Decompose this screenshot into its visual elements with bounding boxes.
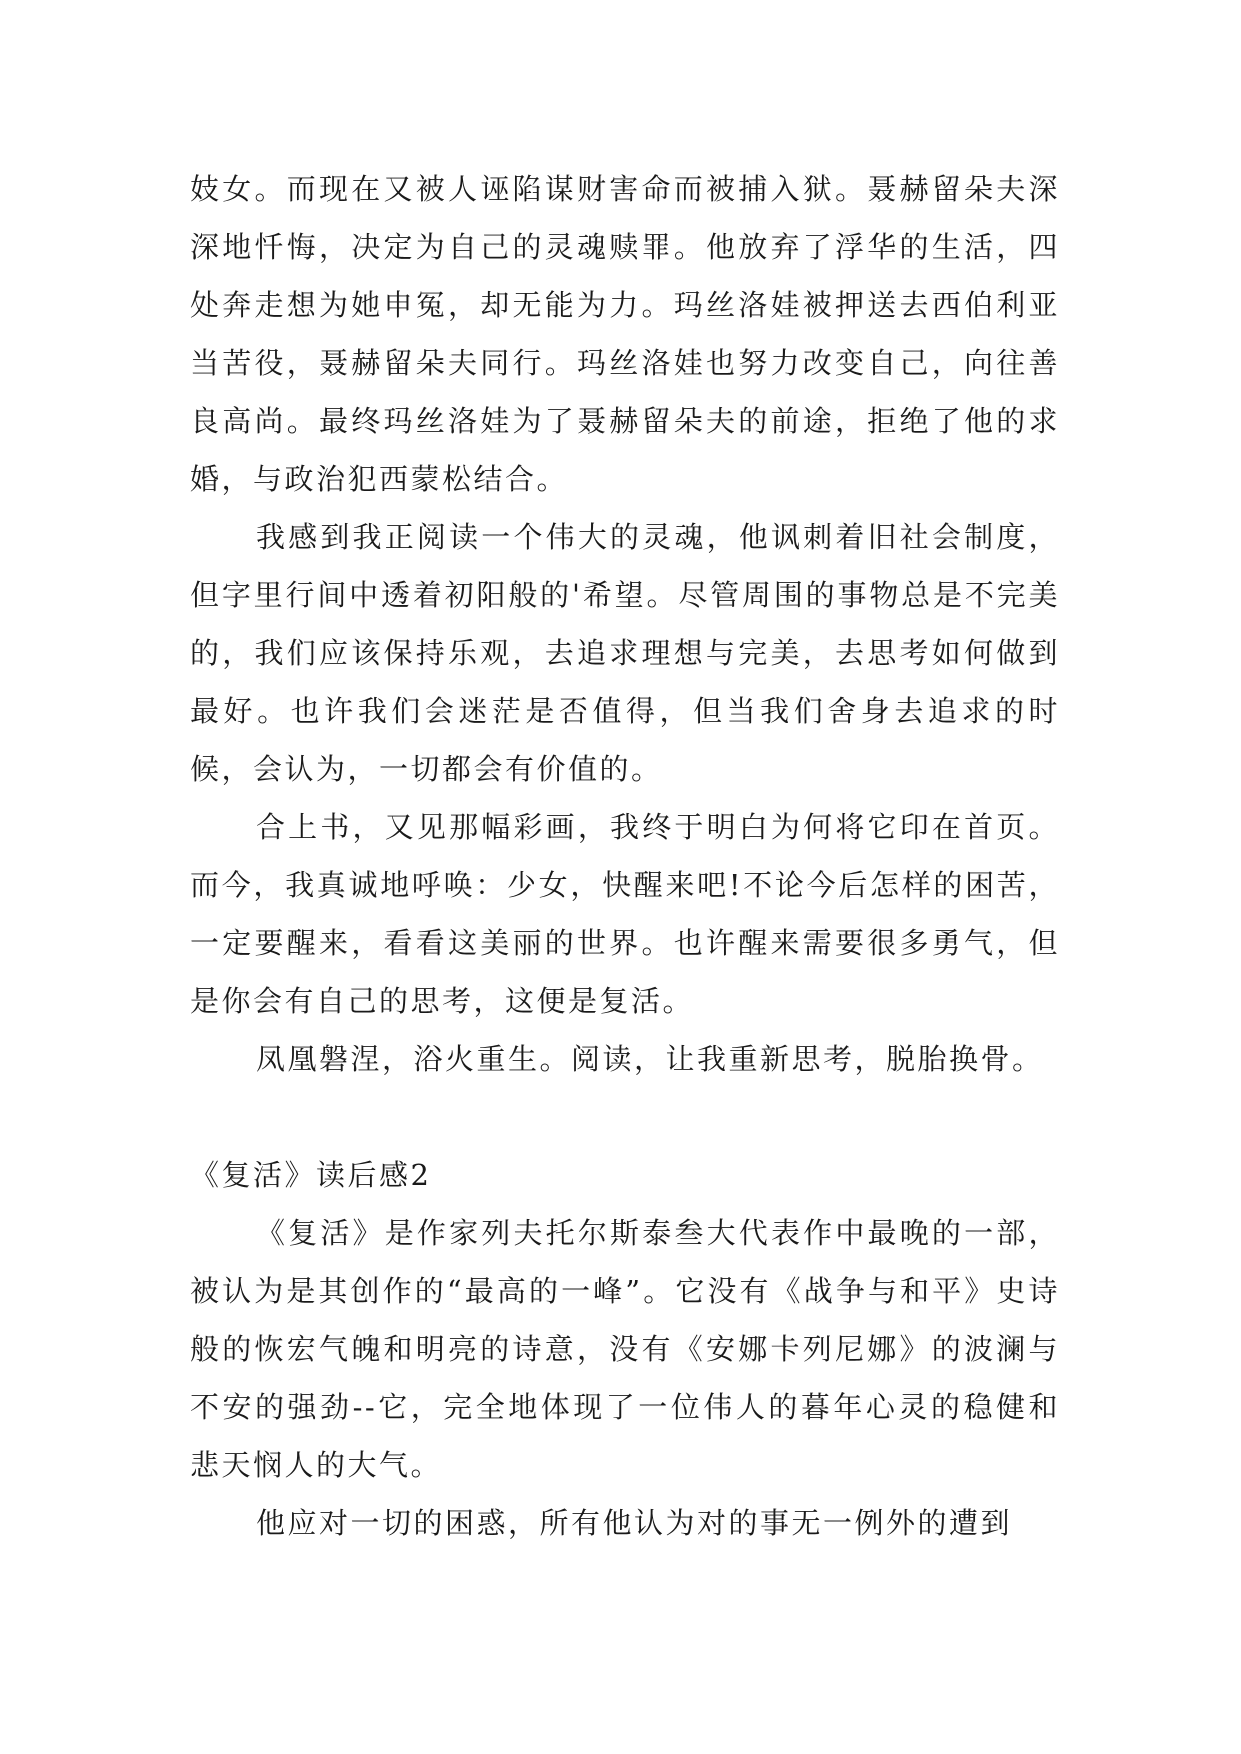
document-body	[190, 160, 1060, 1552]
paragraph-5: 《复活》是作家列夫托尔斯泰叁大代表作中最晚的一部，被认为是其创作的“最高的一峰”。它没有《战争与和平》史诗般的恢宏气魄和明亮的诗意，没有《安娜卡列尼娜》的波澜与不安的强劲--它，完全地体现了一位伟人的暮年心灵的稳健和悲天悯人的大气。	[190, 1216, 1060, 1482]
paragraph-2: 我感到我正阅读一个伟大的灵魂，他讽刺着旧社会制度，但字里行间中透着初阳般的'希望。尽管周围的事物总是不完美的，我们应该保持乐观，去追求理想与完美，去思考如何做到最好。也许我们会迷茫是否值得，但当我们舍身去追求的时候，会认为，一切都会有价值的。	[190, 520, 1060, 786]
paragraph-4: 凤凰磐涅，浴火重生。阅读，让我重新思考，脱胎换骨。	[256, 1042, 1044, 1076]
section-title: 《复活》读后感2	[190, 1158, 432, 1192]
paragraph-3: 合上书，又见那幅彩画，我终于明白为何将它印在首页。而今，我真诚地呼唤：少女，快醒来吧!不论今后怎样的困苦，一定要醒来，看看这美丽的世界。也许醒来需要很多勇气，但是你会有自己的思考，这便是复活。	[190, 810, 1060, 1018]
paragraph-1: 妓女。而现在又被人诬陷谋财害命而被捕入狱。聂赫留朵夫深深地忏悔，决定为自己的灵魂赎罪。他放弃了浮华的生活，四处奔走想为她申冤，却无能为力。玛丝洛娃被押送去西伯利亚当苦役，聂赫留朵夫同行。玛丝洛娃也努力改变自己，向往善良高尚。最终玛丝洛娃为了聂赫留朵夫的前途，拒绝了他的求婚，与政治犯西蒙松结合。	[190, 172, 1060, 496]
paragraph-6: 他应对一切的困惑，所有他认为对的事无一例外的遭到	[256, 1506, 1013, 1540]
